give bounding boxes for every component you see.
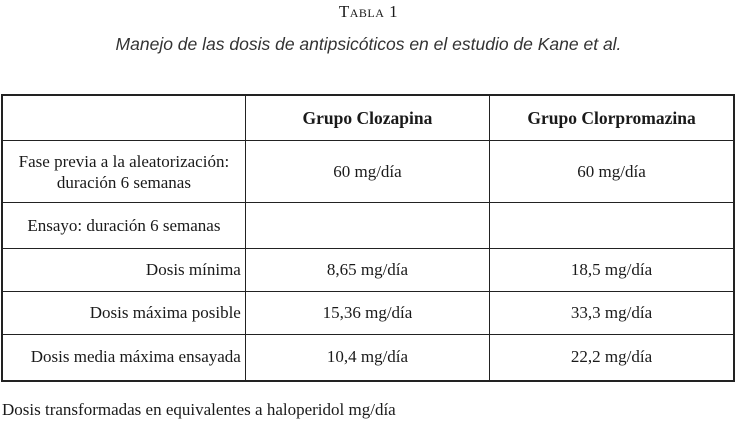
dose-table — [1, 94, 735, 382]
row-label-fase-previa: Fase previa a la aleatorización: duración 6 semanas — [2, 141, 245, 203]
value-clorpromazina-ensayo — [490, 203, 734, 249]
table-row-dosis-minima — [2, 249, 734, 292]
table-row-ensayo — [2, 203, 734, 249]
value-clorpromazina-dosis-maxima: 33,3 mg/día — [490, 292, 734, 335]
value-clozapina-dosis-media: 10,4 mg/día — [245, 335, 489, 381]
table-row-fase-previa — [2, 141, 734, 203]
table-caption: Manejo de las dosis de antipsicóticos en el estudio de Kane et al. — [115, 34, 622, 54]
header-empty-cell — [2, 95, 245, 141]
table-footnote: Dosis transformadas en equivalentes a haloperidol mg/día — [2, 400, 396, 419]
header-clozapina: Grupo Clozapina — [245, 95, 489, 141]
table-row-dosis-maxima — [2, 292, 734, 335]
table-header-row — [2, 95, 734, 141]
value-clorpromazina-fase-previa: 60 mg/día — [490, 141, 734, 203]
row-label-dosis-media: Dosis media máxima ensayada — [2, 335, 245, 381]
row-label-ensayo: Ensayo: duración 6 semanas — [2, 203, 245, 249]
row-label-dosis-minima: Dosis mínima — [2, 249, 245, 292]
value-clozapina-fase-previa: 60 mg/día — [245, 141, 489, 203]
table-row-dosis-media — [2, 335, 734, 381]
table-number-label: Tabla 1 — [338, 2, 399, 21]
row-label-dosis-maxima: Dosis máxima posible — [2, 292, 245, 335]
value-clorpromazina-dosis-media: 22,2 mg/día — [490, 335, 734, 381]
value-clozapina-dosis-minima: 8,65 mg/día — [245, 249, 489, 292]
value-clorpromazina-dosis-minima: 18,5 mg/día — [490, 249, 734, 292]
header-clorpromazina: Grupo Clorpromazina — [490, 95, 734, 141]
value-clozapina-ensayo — [245, 203, 489, 249]
value-clozapina-dosis-maxima: 15,36 mg/día — [245, 292, 489, 335]
